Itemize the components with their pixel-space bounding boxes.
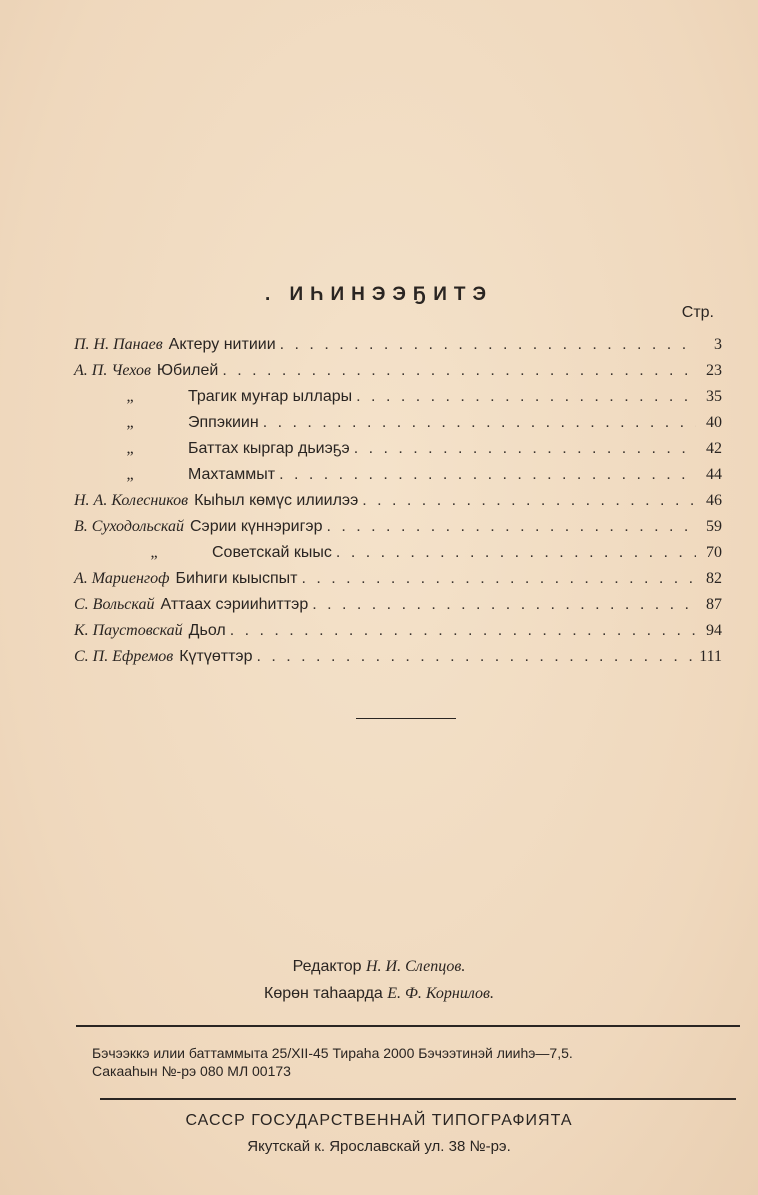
toc-row xyxy=(74,336,722,362)
toc-leader-dots xyxy=(336,544,696,562)
imprint-line-2: Сакааһын №-рэ 080 МЛ 00173 xyxy=(92,1063,291,1079)
toc-author: „ xyxy=(126,466,134,483)
toc-author: П. Н. Панаев xyxy=(74,336,163,353)
toc-row xyxy=(74,492,722,518)
toc-row xyxy=(74,570,722,596)
toc-title: Кыһыл көмүс илиилээ xyxy=(194,492,359,509)
toc-page-number: 35 xyxy=(706,388,722,405)
toc-page-number: 59 xyxy=(706,518,722,535)
toc-title: Күтүөттэр xyxy=(179,648,253,665)
toc-row xyxy=(74,440,722,466)
toc-row xyxy=(74,362,722,388)
toc-author: „ xyxy=(150,544,158,561)
toc-page-number: 23 xyxy=(706,362,722,379)
toc-row xyxy=(74,622,722,648)
toc-author: А. П. Чехов xyxy=(74,362,151,379)
toc-author: „ xyxy=(126,388,134,405)
toc-page-number: 42 xyxy=(706,440,722,457)
toc-row xyxy=(74,414,722,440)
toc-author: Н. А. Колесников xyxy=(74,492,189,509)
toc-leader-dots xyxy=(312,596,696,614)
toc-author: К. Паустовскай xyxy=(74,622,183,639)
toc-row xyxy=(74,544,722,570)
toc-leader-dots xyxy=(222,362,696,380)
toc-page-number: 44 xyxy=(706,466,722,483)
toc-title: Биһиги кыыспыт xyxy=(175,570,298,587)
editor-name: Н. И. Слепцов. xyxy=(365,958,466,975)
toc-leader-dots xyxy=(280,336,696,354)
toc-leader-dots xyxy=(256,648,695,666)
toc-row xyxy=(74,596,722,622)
imprint-top-rule xyxy=(76,1025,740,1027)
toc-page-number: 3 xyxy=(714,336,722,353)
layout-label: Көрөн таһаарда xyxy=(264,985,383,1002)
toc-author: „ xyxy=(126,414,134,431)
toc-page-number: 87 xyxy=(706,596,722,613)
printer-address: Якутскай к. Ярославскай ул. 38 №-рэ. xyxy=(247,1138,511,1155)
toc-row xyxy=(74,388,722,414)
toc-author: А. Мариенгоф xyxy=(74,570,170,587)
short-divider xyxy=(356,718,456,719)
editor-line xyxy=(0,958,758,976)
toc-leader-dots xyxy=(354,440,696,458)
toc-title: Дьол xyxy=(188,622,226,639)
toc-title: Юбилей xyxy=(156,362,219,379)
toc-leader-dots xyxy=(230,622,696,640)
toc-title: Махтаммыт xyxy=(188,466,276,483)
toc-page-number: 111 xyxy=(699,648,722,665)
toc-title: Аттаах сэрииһиттэр xyxy=(160,596,309,613)
toc-leader-dots xyxy=(263,414,696,432)
toc-page-number: 40 xyxy=(706,414,722,431)
toc-heading: . ИҺИНЭЭҔИТЭ xyxy=(264,284,494,305)
toc-row xyxy=(74,466,722,492)
toc-title: Сэрии күннэригэр xyxy=(189,518,323,535)
toc-author: С. П. Ефремов xyxy=(74,648,174,665)
table-of-contents xyxy=(74,336,722,674)
page-column-label: Стр. xyxy=(681,304,714,321)
toc-title: Баттах кыргар дьиэҕэ xyxy=(188,440,350,457)
toc-author: „ xyxy=(126,440,134,457)
imprint-bottom-rule xyxy=(100,1098,736,1100)
toc-leader-dots xyxy=(356,388,696,406)
toc-page-number: 82 xyxy=(706,570,722,587)
printer-name: САССР ГОСУДАРСТВЕННАЙ ТИПОГРАФИЯТА xyxy=(185,1112,573,1129)
imprint-line-1: Бэчээккэ илии баттаммыта 25/XII-45 Тираһа 2000 Бэчээтинэй лииһэ—7,5. xyxy=(92,1045,573,1061)
toc-leader-dots xyxy=(302,570,697,588)
layout-line xyxy=(0,985,758,1003)
toc-author: В. Суходольскай xyxy=(74,518,184,535)
toc-title: Актеру нитиии xyxy=(168,336,276,353)
editor-label: Редактор xyxy=(292,958,362,975)
toc-title: Советскай кыыс xyxy=(212,544,332,561)
toc-title: Эппэкиин xyxy=(188,414,259,431)
toc-page-number: 46 xyxy=(706,492,722,509)
toc-leader-dots xyxy=(326,518,696,536)
toc-row xyxy=(74,648,722,674)
layout-name: Е. Ф. Корнилов. xyxy=(387,985,494,1002)
toc-page-number: 70 xyxy=(706,544,722,561)
toc-leader-dots xyxy=(279,466,696,484)
toc-author: С. Вольскай xyxy=(74,596,155,613)
toc-row xyxy=(74,518,722,544)
toc-page-number: 94 xyxy=(706,622,722,639)
toc-leader-dots xyxy=(362,492,696,510)
toc-title: Трагик муҥар ыллары xyxy=(188,388,353,405)
